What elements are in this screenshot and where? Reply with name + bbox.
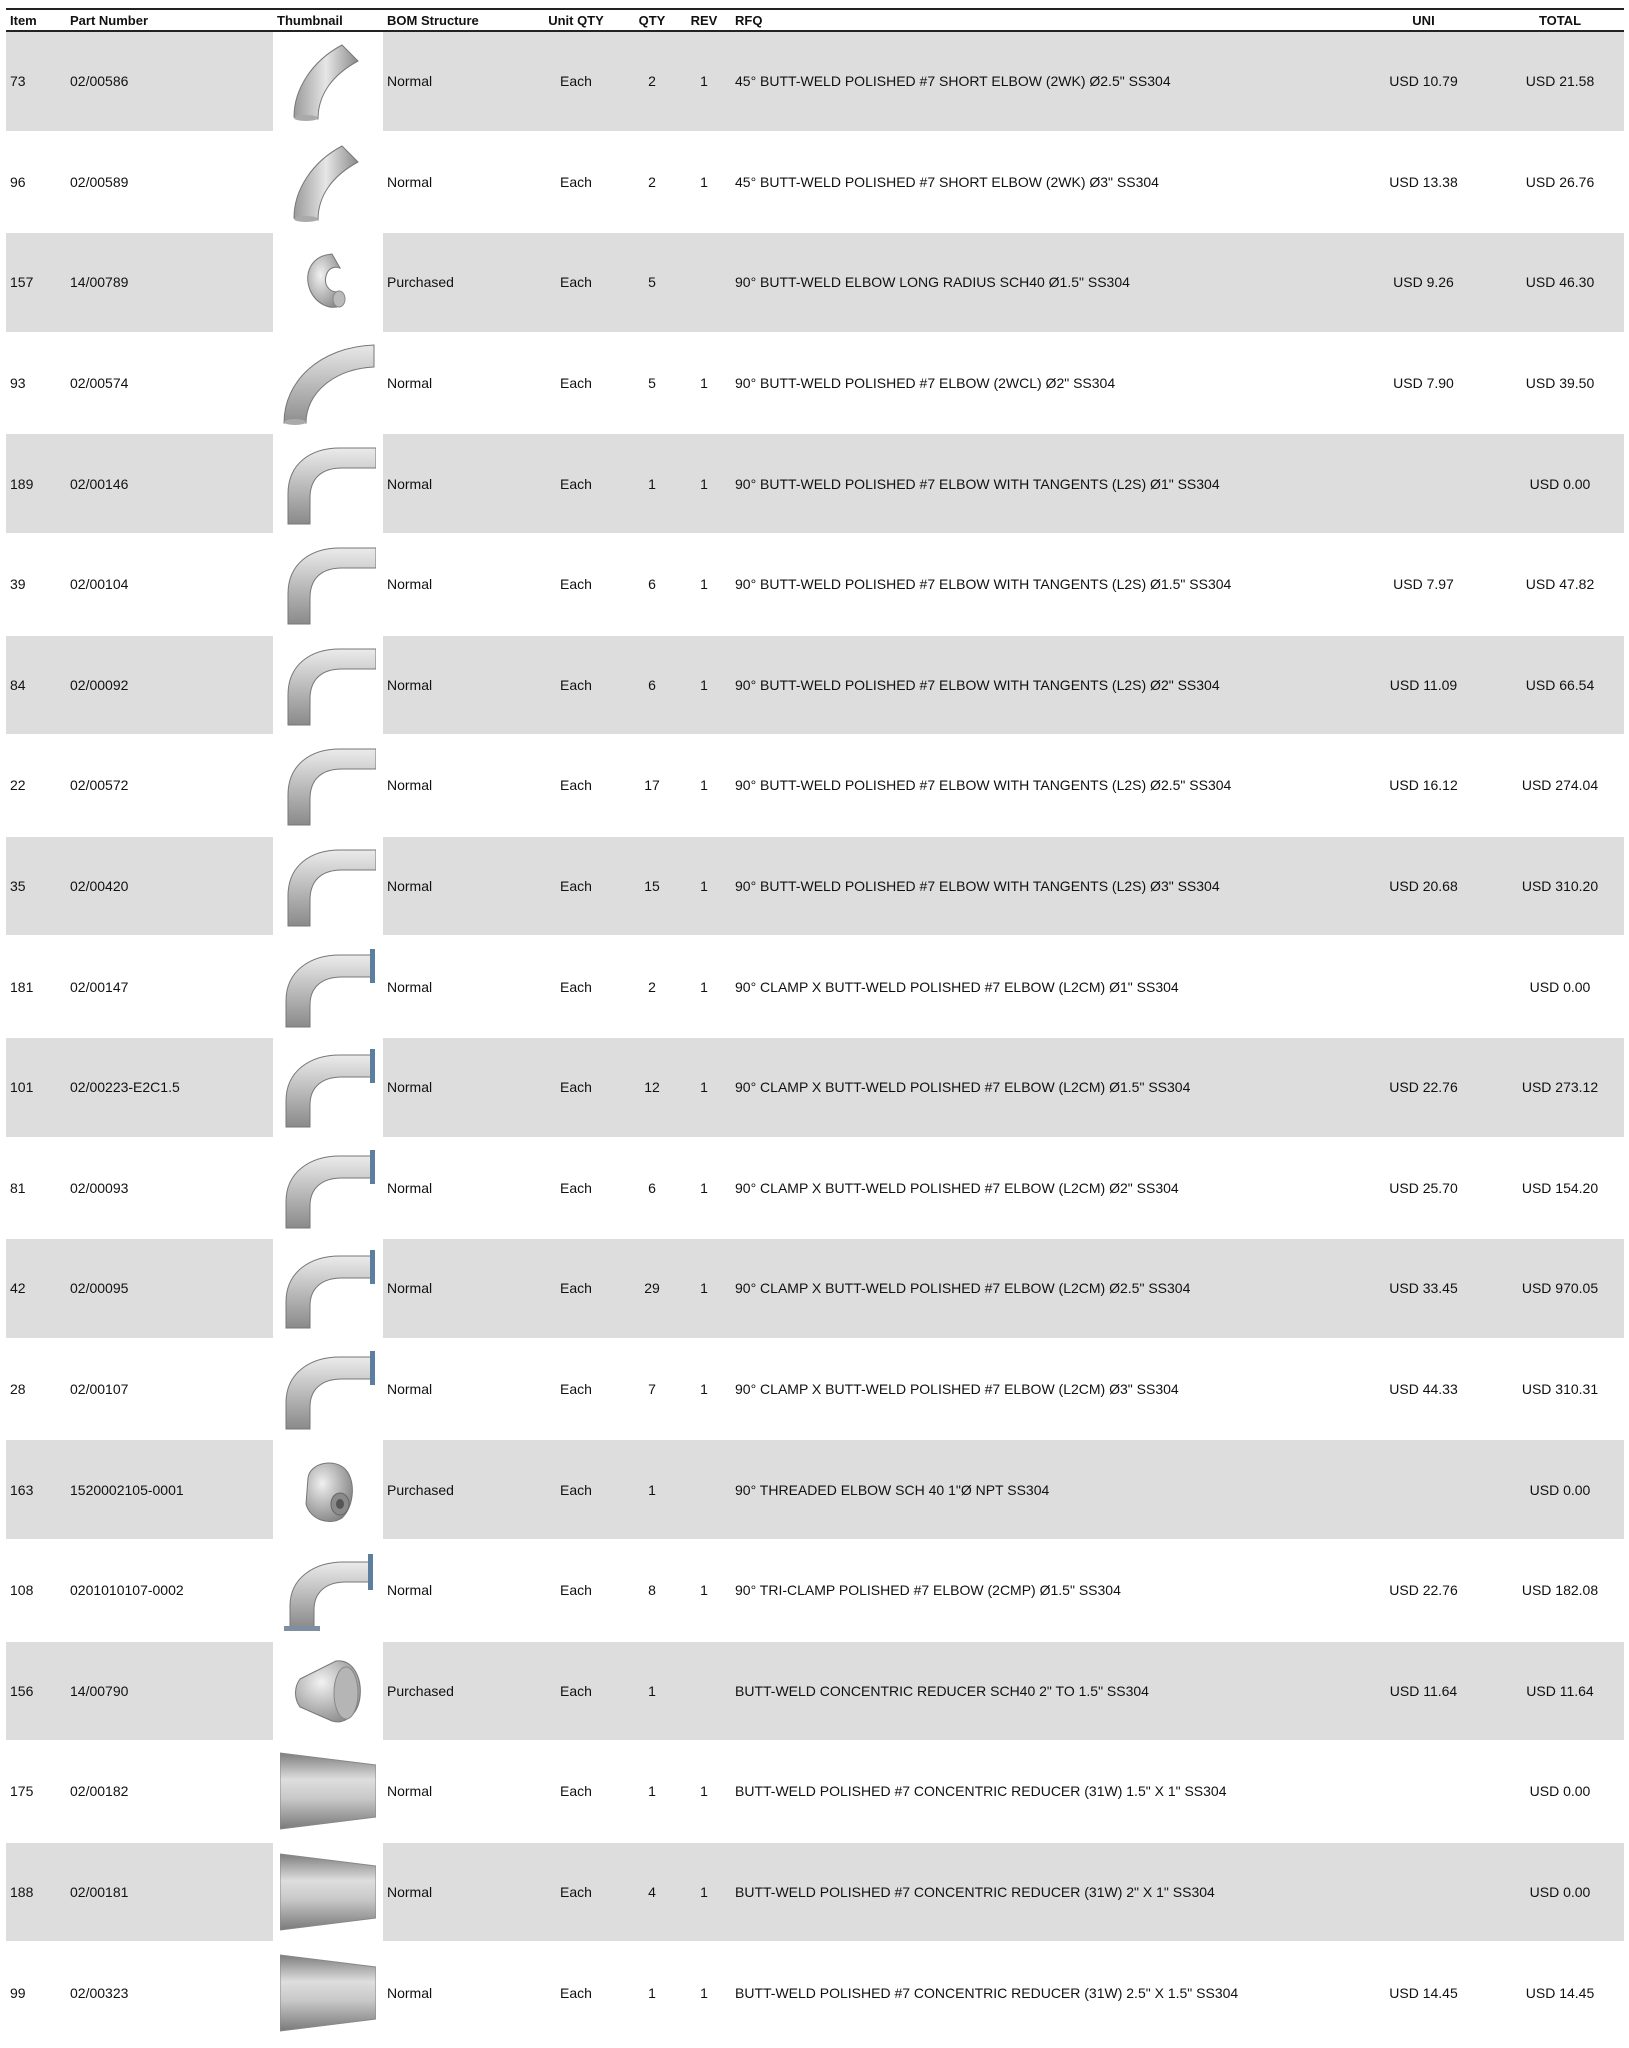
rev: 1	[677, 1238, 731, 1339]
item-number: 93	[6, 333, 66, 434]
reducer-icon	[273, 1850, 383, 1934]
total-price: USD 46.30	[1496, 232, 1624, 333]
rfq-description: 90° CLAMP X BUTT-WELD POLISHED #7 ELBOW (L2CM) Ø2.5" SS304	[731, 1238, 1351, 1339]
qty: 1	[627, 1942, 677, 2043]
part-number: 1520002105-0001	[66, 1439, 273, 1540]
table-row	[6, 1238, 1624, 1339]
part-number: 02/00095	[66, 1238, 273, 1339]
part-number: 02/00182	[66, 1741, 273, 1842]
rev: 1	[677, 1741, 731, 1842]
elbow-45-icon	[273, 39, 383, 123]
table-row	[6, 635, 1624, 736]
qty: 12	[627, 1037, 677, 1138]
bom-structure: Normal	[383, 132, 525, 233]
rev	[677, 232, 731, 333]
item-number: 22	[6, 735, 66, 836]
unit-qty: Each	[525, 1942, 627, 2043]
unit-qty: Each	[525, 735, 627, 836]
item-number: 189	[6, 433, 66, 534]
bom-structure: Normal	[383, 1842, 525, 1943]
rfq-description: 90° CLAMP X BUTT-WELD POLISHED #7 ELBOW (L2CM) Ø2" SS304	[731, 1138, 1351, 1239]
thumbnail-cell	[273, 1439, 383, 1540]
total-price: USD 0.00	[1496, 1842, 1624, 1943]
unit-price: USD 7.97	[1351, 534, 1496, 635]
bom-structure: Purchased	[383, 1439, 525, 1540]
bom-structure: Normal	[383, 534, 525, 635]
total-price: USD 970.05	[1496, 1238, 1624, 1339]
table-row	[6, 1842, 1624, 1943]
unit-qty: Each	[525, 1138, 627, 1239]
total-price: USD 154.20	[1496, 1138, 1624, 1239]
total-price: USD 21.58	[1496, 31, 1624, 132]
part-number: 02/00223-E2C1.5	[66, 1037, 273, 1138]
part-number: 02/00147	[66, 936, 273, 1037]
total-price: USD 26.76	[1496, 132, 1624, 233]
unit-price: USD 13.38	[1351, 132, 1496, 233]
reducer-icon	[273, 1749, 383, 1833]
unit-price: USD 11.09	[1351, 635, 1496, 736]
qty: 6	[627, 635, 677, 736]
qty: 15	[627, 836, 677, 937]
thumbnail-cell	[273, 1641, 383, 1742]
unit-price	[1351, 936, 1496, 1037]
rfq-description: 90° CLAMP X BUTT-WELD POLISHED #7 ELBOW (L2CM) Ø3" SS304	[731, 1339, 1351, 1440]
rev: 1	[677, 333, 731, 434]
bom-structure: Normal	[383, 735, 525, 836]
qty: 5	[627, 333, 677, 434]
thumbnail-cell	[273, 132, 383, 233]
item-number: 175	[6, 1741, 66, 1842]
rfq-description: 90° BUTT-WELD POLISHED #7 ELBOW WITH TANGENTS (L2S) Ø3" SS304	[731, 836, 1351, 937]
part-number: 02/00420	[66, 836, 273, 937]
table-row	[6, 735, 1624, 836]
unit-price	[1351, 1741, 1496, 1842]
rev: 1	[677, 433, 731, 534]
thumbnail-cell	[273, 1138, 383, 1239]
header-unit-qty: Unit QTY	[525, 9, 627, 31]
bom-structure: Normal	[383, 1138, 525, 1239]
bom-structure: Purchased	[383, 1641, 525, 1742]
unit-qty: Each	[525, 1842, 627, 1943]
qty: 1	[627, 1641, 677, 1742]
elbow-tangent-icon	[273, 643, 383, 727]
unit-qty: Each	[525, 232, 627, 333]
table-row	[6, 333, 1624, 434]
rfq-description: 90° CLAMP X BUTT-WELD POLISHED #7 ELBOW (L2CM) Ø1.5" SS304	[731, 1037, 1351, 1138]
total-price: USD 0.00	[1496, 1741, 1624, 1842]
elbow-tangent-icon	[273, 442, 383, 526]
unit-price: USD 11.64	[1351, 1641, 1496, 1742]
item-number: 39	[6, 534, 66, 635]
unit-qty: Each	[525, 534, 627, 635]
thumbnail-cell	[273, 1741, 383, 1842]
unit-price	[1351, 433, 1496, 534]
unit-qty: Each	[525, 1339, 627, 1440]
elbow-tangent-icon	[273, 743, 383, 827]
item-number: 188	[6, 1842, 66, 1943]
elbow-90-icon	[273, 341, 383, 425]
thumbnail-cell	[273, 333, 383, 434]
unit-qty: Each	[525, 1238, 627, 1339]
total-price: USD 0.00	[1496, 433, 1624, 534]
unit-price	[1351, 1842, 1496, 1943]
part-number: 02/00323	[66, 1942, 273, 2043]
thumbnail-cell	[273, 836, 383, 937]
unit-qty: Each	[525, 1741, 627, 1842]
rfq-description: 45° BUTT-WELD POLISHED #7 SHORT ELBOW (2WK) Ø2.5" SS304	[731, 31, 1351, 132]
part-number: 02/00574	[66, 333, 273, 434]
elbow-clamp-icon	[273, 1045, 383, 1129]
elbow-clamp-icon	[273, 1246, 383, 1330]
part-number: 14/00790	[66, 1641, 273, 1742]
header-rfq: RFQ	[731, 9, 1351, 31]
rfq-description: BUTT-WELD POLISHED #7 CONCENTRIC REDUCER (31W) 2.5" X 1.5" SS304	[731, 1942, 1351, 2043]
bom-structure: Normal	[383, 635, 525, 736]
header-row	[6, 9, 1624, 31]
unit-qty: Each	[525, 936, 627, 1037]
bom-structure: Normal	[383, 936, 525, 1037]
table-row	[6, 1339, 1624, 1440]
header-unit: UNI	[1351, 9, 1496, 31]
total-price: USD 0.00	[1496, 936, 1624, 1037]
unit-price: USD 20.68	[1351, 836, 1496, 937]
table-row	[6, 1037, 1624, 1138]
item-number: 157	[6, 232, 66, 333]
thumbnail-cell	[273, 1842, 383, 1943]
elbow-triclamp-icon	[273, 1548, 383, 1632]
item-number: 35	[6, 836, 66, 937]
unit-price: USD 10.79	[1351, 31, 1496, 132]
rev: 1	[677, 1942, 731, 2043]
qty: 2	[627, 31, 677, 132]
rev: 1	[677, 31, 731, 132]
part-number: 02/00181	[66, 1842, 273, 1943]
item-number: 163	[6, 1439, 66, 1540]
reducer-round-icon	[273, 1649, 383, 1733]
table-row	[6, 433, 1624, 534]
part-number: 02/00093	[66, 1138, 273, 1239]
total-price: USD 310.31	[1496, 1339, 1624, 1440]
thumbnail-cell	[273, 936, 383, 1037]
header-thumbnail: Thumbnail	[273, 9, 383, 31]
unit-qty: Each	[525, 1540, 627, 1641]
unit-qty: Each	[525, 1439, 627, 1540]
qty: 6	[627, 534, 677, 635]
thumbnail-cell	[273, 1339, 383, 1440]
unit-qty: Each	[525, 1641, 627, 1742]
rev: 1	[677, 1037, 731, 1138]
bom-structure: Normal	[383, 1339, 525, 1440]
rfq-description: 90° CLAMP X BUTT-WELD POLISHED #7 ELBOW (L2CM) Ø1" SS304	[731, 936, 1351, 1037]
part-number: 02/00589	[66, 132, 273, 233]
unit-price: USD 7.90	[1351, 333, 1496, 434]
item-number: 101	[6, 1037, 66, 1138]
total-price: USD 66.54	[1496, 635, 1624, 736]
table-row	[6, 1439, 1624, 1540]
elbow-tangent-icon	[273, 844, 383, 928]
item-number: 84	[6, 635, 66, 736]
item-number: 99	[6, 1942, 66, 2043]
unit-price: USD 9.26	[1351, 232, 1496, 333]
item-number: 42	[6, 1238, 66, 1339]
elbow-clamp-icon	[273, 1347, 383, 1431]
part-number: 02/00586	[66, 31, 273, 132]
elbow-clamp-icon	[273, 945, 383, 1029]
thumbnail-cell	[273, 635, 383, 736]
qty: 29	[627, 1238, 677, 1339]
rev: 1	[677, 1138, 731, 1239]
thumbnail-cell	[273, 735, 383, 836]
unit-qty: Each	[525, 31, 627, 132]
item-number: 81	[6, 1138, 66, 1239]
unit-price: USD 33.45	[1351, 1238, 1496, 1339]
thumbnail-cell	[273, 534, 383, 635]
thumbnail-cell	[273, 1942, 383, 2043]
thumbnail-cell	[273, 433, 383, 534]
unit-qty: Each	[525, 433, 627, 534]
table-row	[6, 1741, 1624, 1842]
part-number: 02/00107	[66, 1339, 273, 1440]
table-row	[6, 836, 1624, 937]
rev	[677, 1439, 731, 1540]
rev: 1	[677, 836, 731, 937]
rev: 1	[677, 132, 731, 233]
unit-qty: Each	[525, 1037, 627, 1138]
rfq-description: 90° BUTT-WELD POLISHED #7 ELBOW WITH TANGENTS (L2S) Ø2" SS304	[731, 635, 1351, 736]
rfq-description: 90° BUTT-WELD POLISHED #7 ELBOW WITH TANGENTS (L2S) Ø1" SS304	[731, 433, 1351, 534]
total-price: USD 182.08	[1496, 1540, 1624, 1641]
table-row	[6, 1540, 1624, 1641]
bom-structure: Normal	[383, 1238, 525, 1339]
bom-structure: Normal	[383, 1741, 525, 1842]
thumbnail-cell	[273, 1238, 383, 1339]
rfq-description: 90° BUTT-WELD POLISHED #7 ELBOW WITH TANGENTS (L2S) Ø2.5" SS304	[731, 735, 1351, 836]
header-item: Item	[6, 9, 66, 31]
bom-structure: Normal	[383, 836, 525, 937]
rev: 1	[677, 1842, 731, 1943]
rfq-description: BUTT-WELD CONCENTRIC REDUCER SCH40 2" TO 1.5" SS304	[731, 1641, 1351, 1742]
rfq-description: 45° BUTT-WELD POLISHED #7 SHORT ELBOW (2WK) Ø3" SS304	[731, 132, 1351, 233]
header-bom-structure: BOM Structure	[383, 9, 525, 31]
qty: 8	[627, 1540, 677, 1641]
thumbnail-cell	[273, 31, 383, 132]
unit-price: USD 22.76	[1351, 1540, 1496, 1641]
rfq-description: 90° BUTT-WELD ELBOW LONG RADIUS SCH40 Ø1.5" SS304	[731, 232, 1351, 333]
unit-qty: Each	[525, 635, 627, 736]
header-total: TOTAL	[1496, 9, 1624, 31]
unit-price: USD 14.45	[1351, 1942, 1496, 2043]
header-qty: QTY	[627, 9, 677, 31]
part-number: 02/00092	[66, 635, 273, 736]
part-number: 14/00789	[66, 232, 273, 333]
rev: 1	[677, 635, 731, 736]
total-price: USD 310.20	[1496, 836, 1624, 937]
rfq-description: 90° TRI-CLAMP POLISHED #7 ELBOW (2CMP) Ø1.5" SS304	[731, 1540, 1351, 1641]
table-row	[6, 936, 1624, 1037]
item-number: 96	[6, 132, 66, 233]
qty: 7	[627, 1339, 677, 1440]
table-row	[6, 31, 1624, 132]
table-row	[6, 534, 1624, 635]
unit-qty: Each	[525, 333, 627, 434]
qty: 6	[627, 1138, 677, 1239]
bom-structure: Normal	[383, 433, 525, 534]
rfq-description: BUTT-WELD POLISHED #7 CONCENTRIC REDUCER (31W) 2" X 1" SS304	[731, 1842, 1351, 1943]
total-price: USD 47.82	[1496, 534, 1624, 635]
item-number: 28	[6, 1339, 66, 1440]
thumbnail-cell	[273, 1540, 383, 1641]
reducer-icon	[273, 1951, 383, 2035]
bom-structure: Normal	[383, 1942, 525, 2043]
qty: 2	[627, 936, 677, 1037]
item-number: 73	[6, 31, 66, 132]
item-number: 108	[6, 1540, 66, 1641]
total-price: USD 39.50	[1496, 333, 1624, 434]
threaded-elbow-icon	[273, 1448, 383, 1532]
qty: 1	[627, 1741, 677, 1842]
rfq-description: 90° BUTT-WELD POLISHED #7 ELBOW (2WCL) Ø2" SS304	[731, 333, 1351, 434]
rfq-description: 90° THREADED ELBOW SCH 40 1"Ø NPT SS304	[731, 1439, 1351, 1540]
bom-structure: Normal	[383, 1540, 525, 1641]
qty: 4	[627, 1842, 677, 1943]
part-number: 02/00572	[66, 735, 273, 836]
header-rev: REV	[677, 9, 731, 31]
bom-body	[6, 31, 1624, 2043]
thumbnail-cell	[273, 1037, 383, 1138]
total-price: USD 274.04	[1496, 735, 1624, 836]
qty: 17	[627, 735, 677, 836]
bom-structure: Normal	[383, 31, 525, 132]
elbow-tangent-icon	[273, 542, 383, 626]
unit-qty: Each	[525, 132, 627, 233]
item-number: 156	[6, 1641, 66, 1742]
elbow-small-icon	[273, 240, 383, 324]
part-number: 02/00146	[66, 433, 273, 534]
rev: 1	[677, 1540, 731, 1641]
rfq-description: 90° BUTT-WELD POLISHED #7 ELBOW WITH TANGENTS (L2S) Ø1.5" SS304	[731, 534, 1351, 635]
elbow-clamp-icon	[273, 1146, 383, 1230]
unit-price	[1351, 1439, 1496, 1540]
table-row	[6, 132, 1624, 233]
bom-structure: Normal	[383, 333, 525, 434]
item-number: 181	[6, 936, 66, 1037]
table-row	[6, 1641, 1624, 1742]
total-price: USD 14.45	[1496, 1942, 1624, 2043]
total-price: USD 0.00	[1496, 1439, 1624, 1540]
rev: 1	[677, 534, 731, 635]
total-price: USD 11.64	[1496, 1641, 1624, 1742]
total-price: USD 273.12	[1496, 1037, 1624, 1138]
part-number: 02/00104	[66, 534, 273, 635]
thumbnail-cell	[273, 232, 383, 333]
header-part-number: Part Number	[66, 9, 273, 31]
bom-structure: Normal	[383, 1037, 525, 1138]
rev: 1	[677, 936, 731, 1037]
bom-structure: Purchased	[383, 232, 525, 333]
qty: 1	[627, 433, 677, 534]
unit-qty: Each	[525, 836, 627, 937]
qty: 2	[627, 132, 677, 233]
unit-price: USD 44.33	[1351, 1339, 1496, 1440]
bom-table	[6, 8, 1624, 2044]
table-row	[6, 1942, 1624, 2043]
unit-price: USD 16.12	[1351, 735, 1496, 836]
table-row	[6, 1138, 1624, 1239]
unit-price: USD 25.70	[1351, 1138, 1496, 1239]
qty: 5	[627, 232, 677, 333]
rev: 1	[677, 1339, 731, 1440]
rev	[677, 1641, 731, 1742]
rev: 1	[677, 735, 731, 836]
part-number: 0201010107-0002	[66, 1540, 273, 1641]
rfq-description: BUTT-WELD POLISHED #7 CONCENTRIC REDUCER (31W) 1.5" X 1" SS304	[731, 1741, 1351, 1842]
unit-price: USD 22.76	[1351, 1037, 1496, 1138]
table-row	[6, 232, 1624, 333]
elbow-45-icon	[273, 140, 383, 224]
qty: 1	[627, 1439, 677, 1540]
